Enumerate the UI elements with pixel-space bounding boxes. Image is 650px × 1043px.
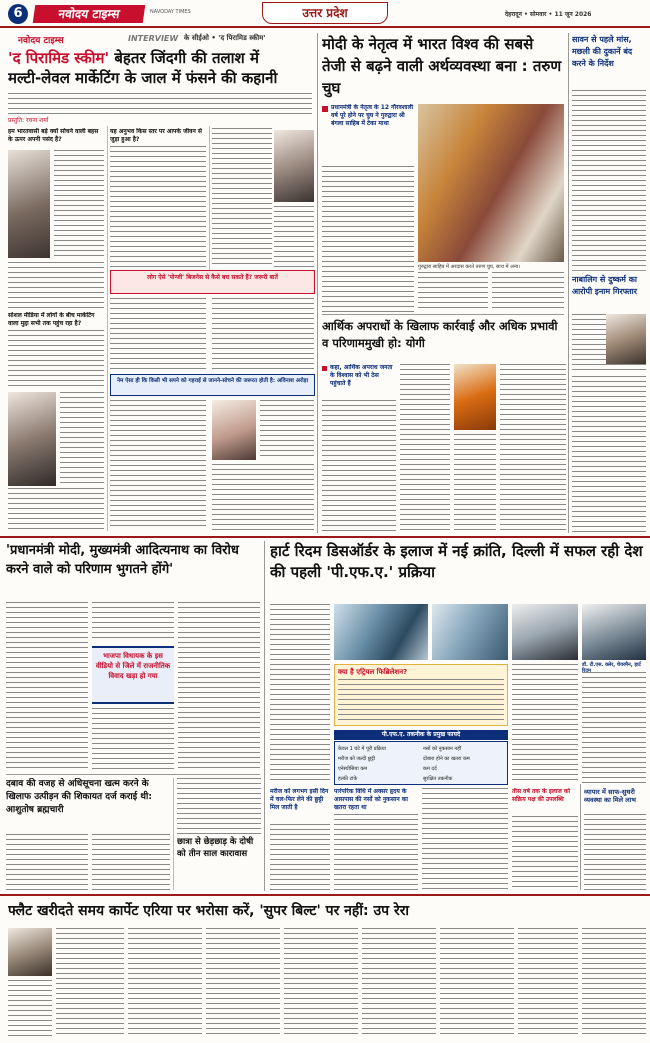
bottom-text-8	[582, 928, 646, 1036]
interview-q2: सोशल मीडिया में लोगों के बीच मार्केटिंग वाला मुद्दा सभी तक पहुंच रहा है?	[8, 312, 95, 327]
highlight-text: लोग ऐसे 'पोन्जी' बिजनेस से कैसे बच सकते हैं? जरूरी बातें	[147, 274, 278, 281]
band2-rule	[0, 536, 650, 538]
bullet-icon	[322, 366, 327, 371]
paper-name: नवोदय टाइम्स	[33, 5, 146, 23]
bottom-text-6	[440, 928, 514, 1036]
benefit-item: मरीज को जल्दी छुट्टी	[338, 756, 376, 762]
interview-col3-text3	[212, 298, 314, 370]
yogi-sub-text: कहा, आर्थिक अपराध जनता के विश्वास को भी ठेस पहुंचाते हैं	[330, 364, 393, 387]
bottom-text-7	[518, 928, 578, 1036]
interview-headline	[8, 48, 313, 90]
heart-photo-2	[432, 604, 508, 660]
benefit-item: नसों को नुकसान नहीं	[423, 746, 462, 752]
bottom-rule	[0, 894, 650, 896]
band2-quote: भाजपा विधायक के इस वीडियो से जिले में राजनीतिक विवाद खड़ा हो गया	[95, 652, 171, 680]
band2-divider	[6, 774, 260, 775]
bottom-text-5	[362, 928, 436, 1036]
band2-text-1	[6, 602, 88, 770]
right-divider	[572, 270, 646, 271]
yogi-text-2	[400, 364, 450, 532]
interview-col3-text5	[212, 464, 314, 530]
heart-box-text	[338, 679, 504, 723]
interview-col1-text	[54, 150, 104, 258]
lead-text-1	[322, 166, 414, 312]
benefit-item: हल्की टांके	[338, 776, 358, 782]
interview-headline-line2: मल्टी-लेवल मार्केटिंग के जाल में फंसने की कहानी	[8, 69, 278, 87]
heart-text-6	[422, 788, 508, 890]
heart-headline: हार्ट रिदम डिसऑर्डर के इलाज में नई क्रांति, दिल्ली में सफल रही देश की पहली 'पी.एफ.ए.' प्रक्रिया	[270, 542, 643, 581]
interview-headline-rest: बेहतर जिंदगी की तलाश में	[114, 49, 259, 67]
interview-col1-text4	[60, 392, 104, 486]
column-rule	[264, 541, 265, 891]
interview-q3: यह अनुभव किस स्तर पर आपके जीवन से जुड़ा हुआ है?	[110, 128, 202, 143]
interview-col2-text2	[110, 298, 206, 370]
bottom-text-1b	[8, 980, 52, 1036]
interview-col1-text3	[8, 330, 104, 390]
bullet-icon	[322, 106, 328, 112]
bottom-headline: फ्लैट खरीदते समय कार्पेट एरिया पर भरोसा करें, 'सुपर बिल्ट' पर नहीं: उप रेरा	[8, 903, 410, 919]
heart-text-2	[512, 664, 578, 784]
column-rule	[173, 778, 174, 890]
yogi-headline: आर्थिक अपराधों के खिलाफ कार्रवाई और अधिक प्रभावी व परिणाममुखी हो: योगी	[322, 319, 558, 350]
doctor-caption: डॉ. टी.एस. क्लेर, चेयरमैन, हार्ट रिदम	[582, 662, 641, 674]
interview-col3-text4	[260, 400, 314, 460]
interview-q1: हम भारतवासी बड़े क्यों सोचने वाली बहस के ऊपर अपनी पसंद है?	[8, 128, 99, 143]
column-rule	[107, 126, 108, 531]
interview-col1-text2	[8, 262, 104, 310]
heart-text-7	[512, 816, 578, 890]
benefit-item: सुरक्षित तकनीक	[423, 776, 453, 782]
lead-divider	[322, 314, 564, 315]
interview-strap: के सीईओ • 'द पिरामिड स्कीम'	[184, 34, 266, 42]
interview-col3-text2	[274, 206, 314, 268]
bottom-text-1	[56, 928, 124, 1036]
lead-headline: मोदी के नेतृत्व में भारत विश्व की सबसे तेजी से बढ़ने वाली अर्थव्यवस्था बना : तरुण चुघ	[322, 35, 562, 97]
right-bottom-text	[584, 814, 646, 890]
heart-benefits-title: पी.एफ.ए. तकनीक के प्रमुख फायदे	[334, 730, 508, 740]
interviewee-photo	[8, 150, 50, 258]
student-headline: छात्रा से छेड़छाड़ के दोषी को तीन साल कारावास	[177, 837, 254, 859]
heart-photo-1	[334, 604, 428, 660]
yogi-text-4	[500, 364, 566, 532]
lead-text-2	[418, 272, 488, 312]
right-headline-2: नाबालिग से दुष्कर्म का आरोपी इनाम गिरफ्तार	[572, 275, 637, 296]
lead-bullet-text: प्रधानमंत्री के नेतृत्व के 12 गौरवशाली वर्ष पूरे होने पर चुघ ने गुरुद्वारा श्री बंगला साहिब में टेका माथा	[331, 104, 414, 127]
yogi-text-3	[454, 434, 496, 532]
interview-col3-text	[212, 128, 272, 268]
band2-text-3	[92, 708, 174, 770]
yogi-photo	[454, 364, 496, 430]
interview-col2-text3	[110, 400, 206, 530]
heart-text-4	[270, 824, 330, 890]
heart-benefits	[334, 741, 508, 785]
heart-text-5	[334, 814, 418, 890]
heart-text-1	[270, 604, 330, 784]
band2-text-5	[6, 834, 88, 890]
band2-quote-box	[92, 646, 174, 704]
bottom-photo	[8, 928, 52, 976]
interview-col1-text5	[8, 488, 104, 530]
heart-box	[334, 664, 508, 726]
bottom-text-2	[128, 928, 202, 1036]
bottom-text-4	[284, 928, 358, 1036]
right-column-rule	[568, 33, 569, 533]
right-photo	[606, 314, 646, 364]
dateline: देहरादून • सोमवार • 11 जून 2026	[505, 11, 592, 18]
benefit-item: एनेस्थीसिया कम	[338, 766, 368, 772]
column-rule	[209, 126, 210, 294]
band2-text-6	[92, 834, 170, 890]
section-title: उत्तर प्रदेश	[262, 2, 388, 24]
right-headline: सावन से पहले मांस, मछली की दुकानें बंद करने के निर्देश	[572, 35, 633, 68]
band2-text-2	[92, 602, 174, 642]
right-bottom-headline-2: व्यापार में साफ-सुथरी व्यवस्था का मिले लाभ	[584, 788, 636, 804]
interview-photo-4	[212, 400, 256, 460]
heart-sub-a: मरीज को लगभग इसी दिन में चल-फिर लेने की छुट्टी मिल जाती है	[270, 788, 329, 811]
interview-tag: INTERVIEW	[128, 34, 179, 43]
heart-text-3	[582, 672, 646, 784]
interview-credit: प्रस्तुति: रचना शर्मा	[8, 117, 49, 124]
interview-brand: नवोदय टाइम्स	[18, 36, 64, 46]
heart-photo-3	[512, 604, 578, 660]
right-text-1	[572, 90, 646, 266]
bottom-text-3	[206, 928, 280, 1036]
yogi-sub	[322, 364, 396, 398]
band2-text-7	[177, 778, 261, 834]
heart-box-title: क्या है एट्रियल फिब्रिलेशन?	[338, 668, 408, 676]
page-number: 6	[8, 4, 28, 24]
heart-sub-b: पारंपरिक विधि में अक्सर हृदय के आसपास की नसों को नुकसान का खतरा रहता था	[334, 788, 408, 811]
interview-photo-3	[274, 130, 314, 202]
interview-headline-red: 'द पिरामिड स्कीम'	[8, 49, 110, 67]
benefit-item: दोबारा होने का खतरा कम	[423, 756, 470, 762]
lead-bullet	[322, 104, 414, 162]
band2-sub-headline: दबाव की वजह से अधिसूचना खत्म करने के खिलाफ उत्पीड़न की शिकायत दर्ज कराई थी: आशुतोष ब्रह्मचारी	[6, 779, 152, 815]
benefit-item: केवल 1 घंटे में पूरी प्रक्रिया	[338, 746, 386, 752]
small-tag: NAVODAY TIMES	[150, 9, 191, 15]
highlight-box-2	[110, 374, 315, 396]
band2-headline: 'प्रधानमंत्री मोदी, मुख्यमंत्री आदित्यनाथ का विरोध करने वाले को परिणाम भुगतने होंगे'	[6, 543, 239, 577]
interview-intro-text	[8, 93, 312, 115]
masthead	[0, 0, 650, 28]
band2-text-4	[178, 602, 260, 770]
column-rule	[317, 33, 318, 533]
heart-sub-c: तीस वर्ष तक के इलाज को सक्रिय पक्ष की उपलब्धि	[512, 788, 571, 803]
highlight-box	[110, 270, 315, 294]
highlight-text-2: नेम ऐसा ही कि किसी भी सपने को गहराई से जानने-सोचने की जरूरत होती है: अविनाश अरोड़ा	[116, 378, 309, 384]
right-bottom-rule	[580, 784, 581, 890]
benefit-item: कम दर्द	[423, 766, 437, 772]
doctor-photo	[582, 604, 646, 660]
interview-brand-bar	[8, 33, 308, 46]
interviewee-photo-2	[8, 392, 56, 486]
lead-caption: गुरुद्वारा साहिब में अरदास करते तरुण चुघ, साथ में अन्य।	[418, 264, 521, 270]
yogi-text-1	[322, 400, 396, 532]
lead-text-3	[492, 272, 564, 312]
interview-col2-text	[110, 146, 206, 268]
lead-photo	[418, 104, 564, 262]
right-text-3	[572, 376, 646, 532]
